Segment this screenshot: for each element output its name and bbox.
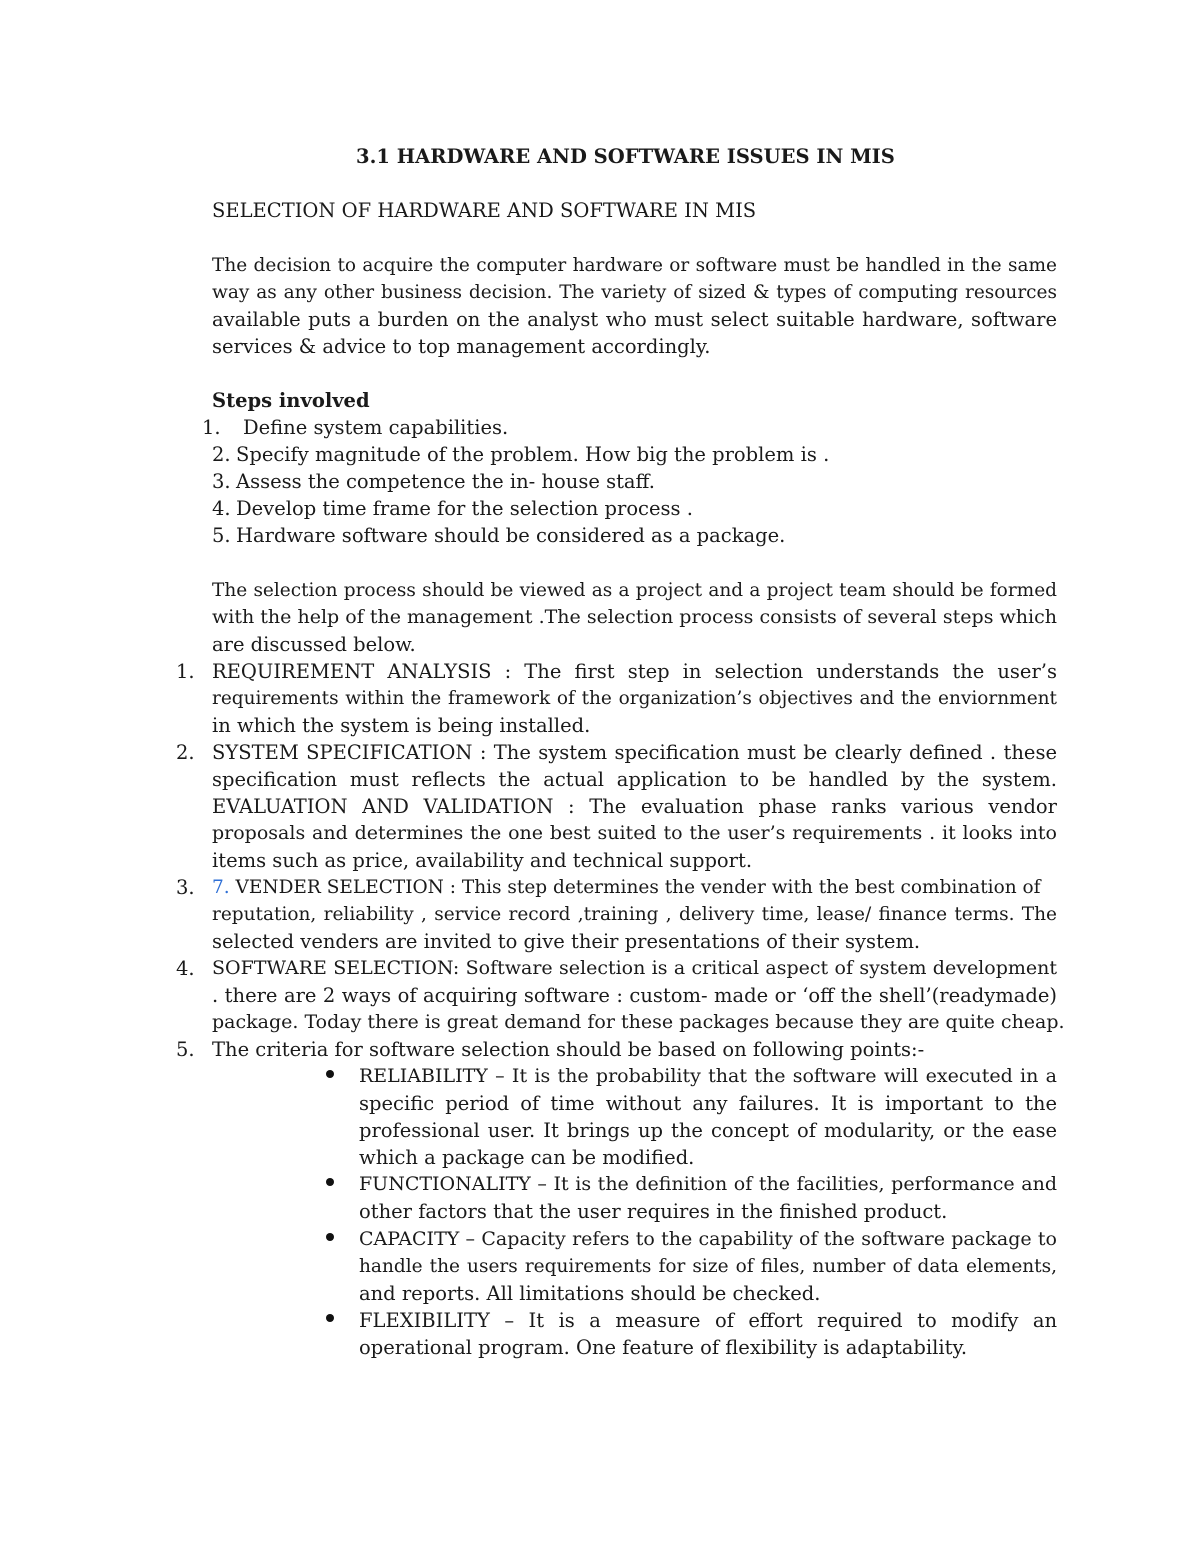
criteria-line: other factors that the user requires in the finished product.	[359, 1200, 948, 1223]
inline-number: 7.	[212, 877, 230, 898]
process-item-line: The criteria for software selection should be based on following points:-	[212, 1038, 925, 1061]
process-item-line: selected venders are invited to give their presentations of their system.	[212, 930, 921, 953]
process-item-text: VENDER SELECTION : This step determines the vender with the best combination of	[229, 877, 1041, 898]
process-item-line: items such as price, availability and technical support.	[212, 849, 753, 872]
bullet-icon	[326, 1178, 334, 1186]
intro-line: services & advice to top management accordingly.	[212, 335, 711, 358]
step-number: 2.	[212, 443, 231, 466]
bullet-icon	[326, 1314, 334, 1322]
process-item-number: 2.	[176, 741, 195, 764]
steps-heading: Steps involved	[212, 389, 370, 412]
criteria-line: CAPACITY – Capacity refers to the capability of the software package to	[359, 1228, 1057, 1250]
step-text: Hardware software should be considered as a package.	[236, 524, 786, 547]
step-number: 5.	[212, 524, 231, 547]
process-item-line: requirements within the framework of the organization’s objectives and the enviornment	[212, 688, 1057, 709]
page-title: 3.1 HARDWARE AND SOFTWARE ISSUES IN MIS	[356, 145, 895, 168]
process-item-line: specification must reflects the actual application to be handled by the system.	[212, 768, 1057, 791]
intro-line: available puts a burden on the analyst who must select suitable hardware, software	[212, 308, 1057, 331]
process-item-line: SOFTWARE SELECTION: Software selection is a critical aspect of system development	[212, 957, 1057, 979]
process-item-number: 1.	[176, 660, 195, 683]
process-item-number: 4.	[176, 957, 195, 980]
section-subtitle: SELECTION OF HARDWARE AND SOFTWARE IN MIS	[212, 199, 757, 222]
criteria-line: specific period of time without any failures. It is important to the	[359, 1092, 1057, 1115]
process-intro-line: with the help of the management .The selection process consists of several steps which	[212, 606, 1057, 628]
criteria-line: which a package can be modified.	[359, 1146, 695, 1169]
step-number: 1.	[202, 416, 221, 439]
process-item-number: 3.	[176, 876, 195, 899]
intro-line: way as any other business decision. The variety of sized & types of computing resources	[212, 282, 1057, 303]
criteria-line: FLEXIBILITY – It is a measure of effort required to modify an	[359, 1309, 1057, 1332]
bullet-icon	[326, 1070, 334, 1078]
criteria-line: FUNCTIONALITY – It is the definition of the facilities, performance and	[359, 1173, 1057, 1195]
criteria-line: handle the users requirements for size of files, number of data elements,	[359, 1256, 1057, 1277]
process-item-line: REQUIREMENT ANALYSIS : The first step in selection understands the user’s	[212, 660, 1057, 683]
criteria-line: operational program. One feature of flexibility is adaptability.	[359, 1336, 968, 1359]
process-item-line: SYSTEM SPECIFICATION : The system specification must be clearly defined . these	[212, 741, 1057, 764]
process-item-line: package. Today there is great demand for these packages because they are quite cheap.	[212, 1011, 1065, 1033]
process-intro-line: are discussed below.	[212, 633, 416, 656]
criteria-line: and reports. All limitations should be checked.	[359, 1282, 821, 1305]
step-text: Define system capabilities.	[243, 416, 509, 439]
process-item-line: in which the system is being installed.	[212, 714, 591, 737]
step-text: Specify magnitude of the problem. How big the problem is .	[236, 443, 830, 466]
criteria-line: RELIABILITY – It is the probability that the software will executed in a	[359, 1065, 1057, 1087]
step-text: Assess the competence the in- house staff.	[236, 470, 655, 493]
process-item-line: EVALUATION AND VALIDATION : The evaluation phase ranks various vendor	[212, 795, 1057, 818]
criteria-line: professional user. It brings up the concept of modularity, or the ease	[359, 1119, 1057, 1142]
step-number: 4.	[212, 497, 231, 520]
process-item-number: 5.	[176, 1038, 195, 1061]
process-item-line: . there are 2 ways of acquiring software : custom- made or ‘off the shell’(readymade)	[212, 984, 1057, 1007]
step-number: 3.	[212, 470, 231, 493]
bullet-icon	[326, 1233, 334, 1241]
process-item-line: proposals and determines the one best suited to the user’s requirements . it looks into	[212, 822, 1057, 844]
process-item-line	[212, 874, 1060, 901]
process-item-line: reputation, reliability , service record ,training , delivery time, lease/ finance terms. The	[212, 904, 1057, 925]
step-text: Develop time frame for the selection process .	[236, 497, 693, 520]
process-intro-line: The selection process should be viewed as a project and a project team should be formed	[212, 580, 1057, 601]
intro-line: The decision to acquire the computer hardware or software must be handled in the same	[212, 255, 1057, 276]
